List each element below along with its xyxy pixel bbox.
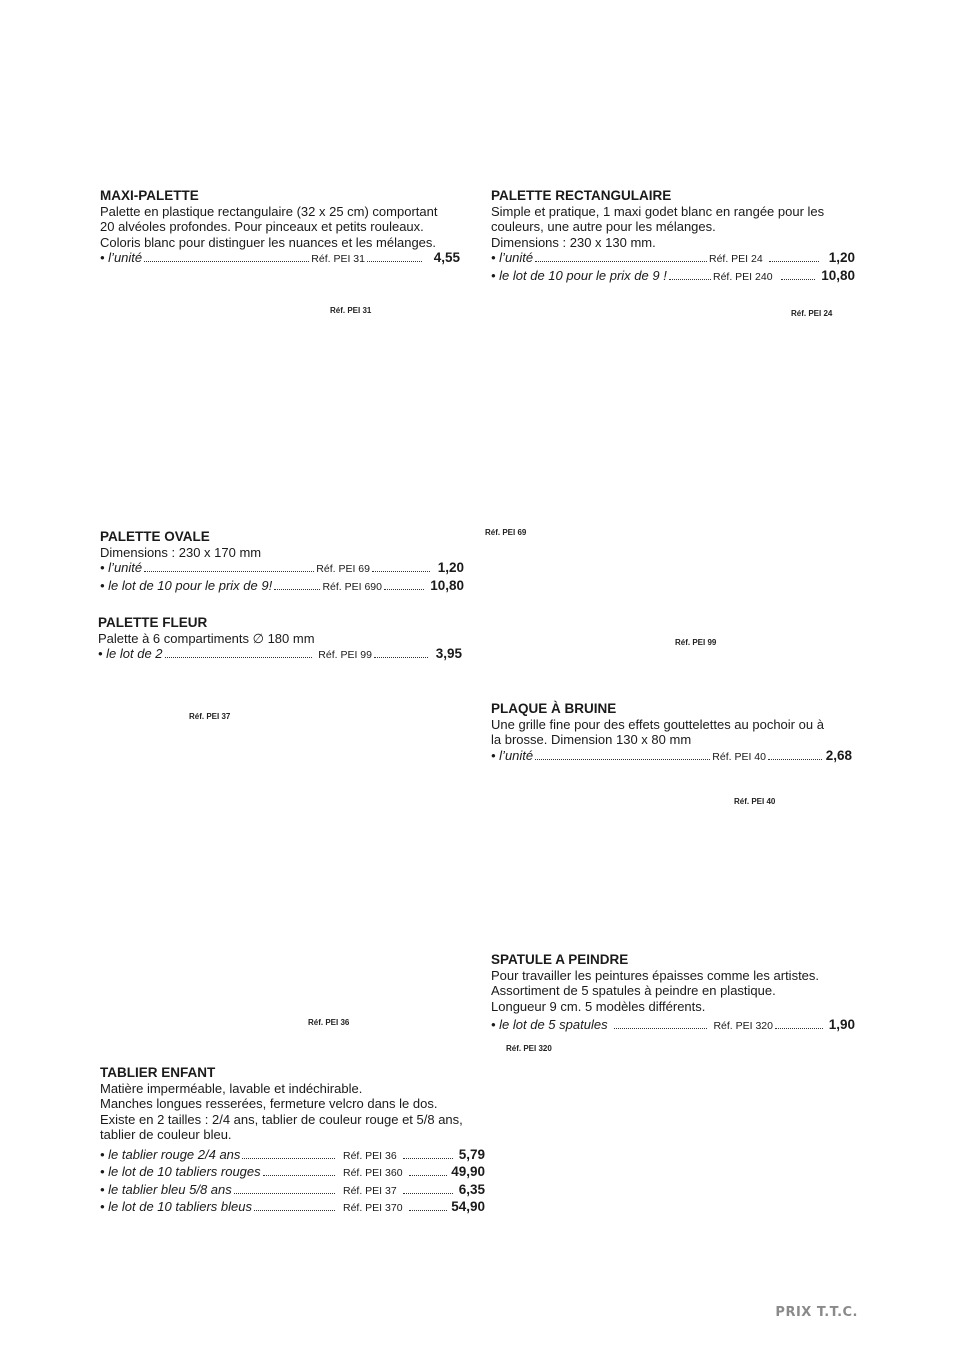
leader-dots [535, 759, 710, 760]
product-palette-ovale [100, 529, 464, 595]
leader-dots [274, 589, 320, 590]
price-line [491, 268, 855, 286]
image-ref-pei24: Réf. PEI 24 [791, 309, 833, 318]
desc-line: Dimensions : 230 x 130 mm. [491, 234, 656, 250]
item-ref: Réf. PEI 40 [712, 750, 766, 763]
image-ref-pei99: Réf. PEI 99 [675, 638, 717, 647]
item-label: • le tablier rouge 2/4 ans [100, 1146, 241, 1162]
desc-line: Coloris blanc pour distinguer les nuances et les mélanges. [100, 234, 437, 250]
desc-line: Assortiment de 5 spatules à peindre en plastique. [491, 983, 776, 998]
desc-line: Une grille fine pour des effets gouttelettes au pochoir ou à [491, 716, 824, 732]
price-line [100, 1199, 485, 1217]
item-price: 4,55 [433, 250, 460, 265]
product-description [491, 204, 855, 251]
desc-line: Matière imperméable, lavable et indéchirable. [100, 1080, 363, 1096]
item-price: 10,80 [430, 577, 464, 593]
desc-line: Longueur 9 cm. 5 modèles différents. [491, 998, 706, 1014]
product-description [100, 545, 464, 561]
item-ref: Réf. PEI 370 [343, 1202, 403, 1214]
price-line [100, 1182, 485, 1200]
product-title: PALETTE OVALE [100, 529, 210, 544]
price-line [100, 250, 460, 268]
item-label: • l’unité [491, 747, 534, 763]
desc-line: 20 alvéoles profondes. Pour pinceaux et petits rouleaux. [100, 219, 424, 234]
leader-dots [367, 261, 422, 262]
desc-line: Manches longues resserées, fermeture velcro dans le dos. [100, 1096, 438, 1111]
product-description [491, 717, 852, 748]
price-line [491, 250, 855, 268]
item-label: • le lot de 5 spatules [491, 1017, 608, 1032]
leader-dots [409, 1175, 447, 1176]
item-label: • l’unité [491, 250, 534, 265]
item-label: • le lot de 10 tabliers rouges [100, 1164, 261, 1179]
price-line [100, 1164, 485, 1182]
item-ref: Réf. PEI 24 [709, 253, 763, 265]
item-price: 3,95 [435, 646, 462, 661]
leader-dots [144, 261, 309, 262]
product-title: MAXI-PALETTE [100, 188, 199, 203]
leader-dots [781, 279, 815, 280]
price-line [98, 646, 462, 664]
item-ref: Réf. PEI 37 [343, 1184, 397, 1197]
item-label: • le lot de 10 pour le prix de 9! [100, 577, 273, 593]
item-price: 5,79 [458, 1146, 485, 1162]
product-plaque-a-bruine [491, 701, 852, 765]
leader-dots [409, 1210, 447, 1211]
product-spatule-a-peindre [491, 952, 855, 1035]
desc-line: Pour travailler les peintures épaisses comme les artistes. [491, 967, 820, 983]
item-label: • le lot de 10 pour le prix de 9 ! [491, 267, 667, 283]
item-label: • l’unité [100, 250, 143, 265]
leader-dots [242, 1158, 335, 1159]
product-title: PALETTE FLEUR [98, 615, 208, 630]
item-label: • le lot de 10 tabliers bleus [100, 1199, 252, 1214]
item-ref: Réf. PEI 320 [713, 1020, 773, 1032]
product-description [98, 631, 462, 647]
item-label: • l’unité [100, 560, 143, 575]
leader-dots [254, 1210, 335, 1211]
item-price: 2,68 [825, 747, 852, 763]
product-palette-fleur [98, 615, 462, 664]
item-price: 1,20 [828, 250, 855, 265]
price-line [100, 560, 464, 578]
leader-dots [372, 571, 430, 572]
item-ref: Réf. PEI 99 [318, 649, 372, 661]
product-palette-rectangulaire [491, 188, 855, 285]
leader-dots [775, 1028, 823, 1029]
price-line [491, 748, 852, 766]
price-list [100, 1147, 485, 1217]
item-ref: Réf. PEI 360 [343, 1167, 403, 1179]
item-price: 54,90 [451, 1199, 485, 1214]
product-description [491, 968, 855, 1015]
desc-line: Simple et pratique, 1 maxi godet blanc en rangée pour les [491, 203, 825, 219]
leader-dots [769, 261, 819, 262]
leader-dots [669, 279, 711, 280]
product-description [100, 1081, 485, 1143]
desc-line: la brosse. Dimension 130 x 80 mm [491, 732, 692, 747]
item-price: 1,20 [437, 560, 464, 575]
item-ref: Réf. PEI 240 [713, 270, 773, 283]
leader-dots [384, 589, 424, 590]
desc-line: Existe en 2 tailles : 2/4 ans, tablier de couleur rouge et 5/8 ans, [100, 1111, 463, 1127]
desc-line: Palette à 6 compartiments ∅ 180 mm [98, 630, 315, 646]
leader-dots [403, 1193, 453, 1194]
item-price: 49,90 [451, 1164, 485, 1179]
leader-dots [403, 1158, 453, 1159]
product-maxi-palette [100, 188, 460, 268]
price-line [491, 1017, 855, 1035]
price-line [100, 1147, 485, 1165]
item-price: 6,35 [458, 1181, 485, 1197]
desc-line: Palette en plastique rectangulaire (32 x 25 cm) comportant [100, 203, 438, 219]
item-price: 10,80 [821, 267, 855, 283]
item-ref: Réf. PEI 690 [322, 580, 382, 593]
item-ref: Réf. PEI 36 [343, 1149, 397, 1162]
image-ref-pei36: Réf. PEI 36 [308, 1018, 350, 1027]
product-title: TABLIER ENFANT [100, 1065, 216, 1080]
leader-dots [165, 657, 313, 658]
desc-line: couleurs, une autre pour les mélanges. [491, 219, 716, 234]
leader-dots [374, 657, 428, 658]
product-title: PLAQUE À BRUINE [491, 701, 617, 716]
product-tablier-enfant [100, 1065, 485, 1217]
item-ref: Réf. PEI 69 [316, 563, 370, 575]
leader-dots [263, 1175, 335, 1176]
desc-line: tablier de couleur bleu. [100, 1127, 232, 1142]
image-ref-pei320: Réf. PEI 320 [506, 1044, 552, 1053]
image-ref-pei69: Réf. PEI 69 [485, 528, 527, 537]
product-description [100, 204, 460, 251]
price-line [100, 578, 464, 596]
footer-price-note: PRIX T.T.C. [775, 1305, 858, 1320]
image-ref-pei31: Réf. PEI 31 [330, 306, 372, 315]
item-label: • le lot de 2 [98, 646, 163, 661]
item-price: 1,90 [828, 1017, 855, 1032]
leader-dots [144, 571, 314, 572]
image-ref-pei37: Réf. PEI 37 [189, 712, 231, 721]
item-label: • le tablier bleu 5/8 ans [100, 1181, 232, 1197]
desc-line: Dimensions : 230 x 170 mm [100, 544, 262, 560]
leader-dots [535, 261, 707, 262]
image-ref-pei40: Réf. PEI 40 [734, 797, 776, 806]
leader-dots [614, 1028, 708, 1029]
product-title: PALETTE RECTANGULAIRE [491, 188, 672, 203]
leader-dots [234, 1193, 335, 1194]
product-title: SPATULE A PEINDRE [491, 952, 629, 967]
leader-dots [768, 759, 822, 760]
item-ref: Réf. PEI 31 [311, 253, 365, 265]
